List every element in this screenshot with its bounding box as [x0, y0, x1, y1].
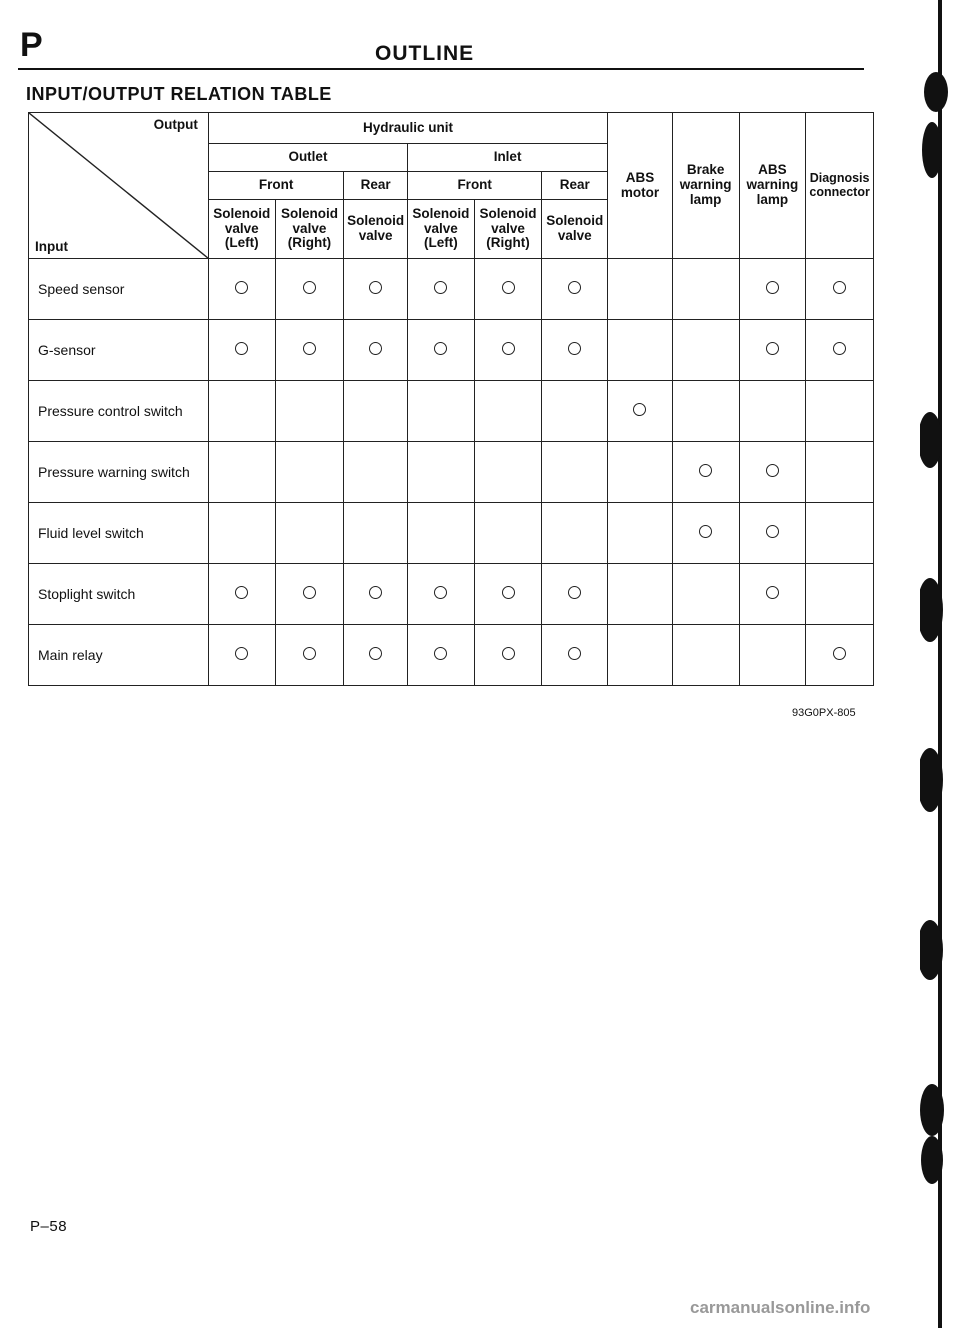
relation-mark-icon [303, 281, 316, 294]
relation-cell [608, 381, 673, 442]
relation-mark-icon [303, 647, 316, 660]
figure-code: 93G0PX-805 [792, 707, 856, 719]
relation-mark-icon [502, 586, 515, 599]
header-line: Solenoid [479, 205, 537, 221]
relation-mark-icon [699, 525, 712, 538]
header-line: Diagnosis [809, 170, 870, 185]
relation-mark-icon [699, 464, 712, 477]
relation-cell [608, 503, 673, 564]
relation-cell [275, 442, 344, 503]
relation-cell [407, 442, 474, 503]
page-number: P–58 [30, 1218, 68, 1235]
relation-cell [672, 320, 739, 381]
relation-cell [542, 442, 608, 503]
relation-cell [542, 625, 608, 686]
relation-cell [344, 503, 408, 564]
relation-mark-icon [502, 342, 515, 355]
relation-cell [542, 381, 608, 442]
relation-cell [344, 564, 408, 625]
inlet-sv-left-header [407, 200, 474, 259]
relation-cell [672, 503, 739, 564]
corner-input-label: Input [35, 239, 68, 254]
relation-cell [344, 625, 408, 686]
heading-rule [18, 68, 864, 70]
relation-cell [407, 381, 474, 442]
table-row [29, 442, 874, 503]
relation-cell [672, 625, 739, 686]
header-line: Solenoid [412, 205, 470, 221]
page-heading: OUTLINE [375, 42, 475, 65]
header-line: (Left) [423, 235, 458, 251]
relation-mark-icon [633, 403, 646, 416]
relation-cell [806, 320, 874, 381]
relation-cell [542, 564, 608, 625]
relation-cell [806, 442, 874, 503]
relation-mark-icon [369, 281, 382, 294]
outlet-rear-sv-header [344, 200, 408, 259]
abs-motor-header [608, 113, 673, 259]
header-line: lamp [689, 191, 722, 207]
row-label: Main relay [29, 625, 209, 686]
row-label: Pressure warning switch [29, 442, 209, 503]
relation-cell [407, 625, 474, 686]
relation-cell [608, 320, 673, 381]
header-line: Solenoid [546, 213, 604, 229]
relation-mark-icon [568, 281, 581, 294]
header-line: motor [620, 184, 660, 200]
relation-cell [344, 259, 408, 320]
relation-cell [806, 564, 874, 625]
relation-cell [407, 503, 474, 564]
relation-mark-icon [235, 647, 248, 660]
header-line: warning [679, 177, 732, 193]
header-line: valve [224, 220, 259, 236]
relation-cell [208, 381, 275, 442]
header-line: (Right) [486, 235, 530, 251]
header-line: Solenoid [213, 205, 271, 221]
relation-cell [407, 320, 474, 381]
relation-cell [275, 625, 344, 686]
header-line: ABS [758, 162, 787, 178]
relation-cell [344, 381, 408, 442]
watermark: carmanualsonline.info [690, 1298, 871, 1317]
section-letter: P [20, 26, 43, 64]
relation-cell [739, 442, 806, 503]
relation-cell [474, 442, 542, 503]
relation-mark-icon [235, 342, 248, 355]
relation-cell [208, 259, 275, 320]
relation-cell [407, 259, 474, 320]
relation-mark-icon [369, 647, 382, 660]
relation-mark-icon [502, 647, 515, 660]
row-label: Fluid level switch [29, 503, 209, 564]
relation-cell [608, 259, 673, 320]
relation-cell [208, 564, 275, 625]
relation-cell [474, 381, 542, 442]
header-line: valve [292, 220, 327, 236]
relation-cell [806, 625, 874, 686]
corner-diagonal [29, 113, 208, 258]
relation-cell [275, 381, 344, 442]
table-title: INPUT/OUTPUT RELATION TABLE [26, 84, 332, 104]
relation-cell [739, 259, 806, 320]
relation-cell [474, 564, 542, 625]
row-label: Speed sensor [29, 259, 209, 320]
corner-output-label: Output [153, 117, 198, 132]
relation-cell [275, 320, 344, 381]
relation-cell [542, 320, 608, 381]
table-row [29, 625, 874, 686]
relation-cell [474, 625, 542, 686]
row-label: G-sensor [29, 320, 209, 381]
relation-cell [672, 381, 739, 442]
relation-cell [275, 259, 344, 320]
relation-cell [739, 320, 806, 381]
relation-mark-icon [369, 586, 382, 599]
table-row [29, 503, 874, 564]
binding-edge [920, 0, 960, 1328]
relation-mark-icon [235, 586, 248, 599]
relation-cell [739, 503, 806, 564]
relation-cell [672, 259, 739, 320]
header-line: warning [746, 177, 799, 193]
relation-cell [344, 320, 408, 381]
relation-mark-icon [303, 342, 316, 355]
abs-warning-lamp-header [739, 113, 806, 259]
relation-mark-icon [434, 586, 447, 599]
relation-mark-icon [833, 281, 846, 294]
relation-cell [608, 564, 673, 625]
relation-cell [739, 381, 806, 442]
relation-cell [275, 564, 344, 625]
corner-cell [29, 113, 209, 259]
relation-cell [672, 442, 739, 503]
relation-mark-icon [434, 342, 447, 355]
relation-cell [542, 259, 608, 320]
header-line: Solenoid [280, 205, 338, 221]
inlet-rear-header: Rear [542, 172, 608, 200]
row-label: Stoplight switch [29, 564, 209, 625]
outlet-rear-header: Rear [344, 172, 408, 200]
table-row [29, 381, 874, 442]
relation-mark-icon [766, 586, 779, 599]
relation-cell [739, 564, 806, 625]
relation-mark-icon [833, 342, 846, 355]
relation-mark-icon [766, 342, 779, 355]
inlet-header: Inlet [407, 144, 607, 172]
header-line: (Left) [224, 235, 259, 251]
relation-mark-icon [369, 342, 382, 355]
relation-mark-icon [568, 586, 581, 599]
relation-mark-icon [833, 647, 846, 660]
relation-cell [275, 503, 344, 564]
header-line: valve [491, 220, 525, 236]
relation-cell [344, 442, 408, 503]
table-row [29, 259, 874, 320]
relation-cell [474, 503, 542, 564]
relation-cell [672, 564, 739, 625]
header-line: Solenoid [347, 213, 405, 229]
relation-mark-icon [568, 647, 581, 660]
header-line: Brake [686, 162, 725, 178]
header-line: valve [557, 228, 592, 243]
relation-cell [608, 442, 673, 503]
relation-mark-icon [766, 525, 779, 538]
relation-mark-icon [434, 281, 447, 294]
relation-cell [806, 259, 874, 320]
header-line: connector [809, 184, 870, 199]
relation-cell [208, 503, 275, 564]
relation-cell [542, 503, 608, 564]
relation-mark-icon [235, 281, 248, 294]
relation-mark-icon [766, 281, 779, 294]
brake-warning-lamp-header [672, 113, 739, 259]
row-label: Pressure control switch [29, 381, 209, 442]
relation-cell [806, 381, 874, 442]
relation-cell [474, 320, 542, 381]
hydraulic-unit-header: Hydraulic unit [208, 113, 607, 144]
outlet-header: Outlet [208, 144, 407, 172]
inlet-sv-right-header [474, 200, 542, 259]
relation-mark-icon [568, 342, 581, 355]
header-line: (Right) [287, 235, 332, 251]
relation-cell [208, 625, 275, 686]
relation-mark-icon [766, 464, 779, 477]
outlet-sv-right-header [275, 200, 344, 259]
table-row [29, 320, 874, 381]
relation-mark-icon [434, 647, 447, 660]
inlet-front-header: Front [407, 172, 541, 200]
inlet-rear-sv-header [542, 200, 608, 259]
relation-cell [208, 442, 275, 503]
relation-cell [739, 625, 806, 686]
header-line: lamp [756, 191, 789, 207]
header-line: valve [358, 228, 393, 243]
table-row [29, 564, 874, 625]
header-line: valve [423, 220, 458, 236]
outlet-front-header: Front [208, 172, 343, 200]
relation-cell [474, 259, 542, 320]
relation-table [28, 112, 874, 686]
relation-cell [407, 564, 474, 625]
header-line: ABS [625, 169, 655, 185]
outlet-sv-left-header [208, 200, 275, 259]
relation-mark-icon [502, 281, 515, 294]
relation-cell [608, 625, 673, 686]
relation-cell [208, 320, 275, 381]
relation-mark-icon [303, 586, 316, 599]
diagnosis-connector-header [806, 113, 874, 259]
relation-cell [806, 503, 874, 564]
